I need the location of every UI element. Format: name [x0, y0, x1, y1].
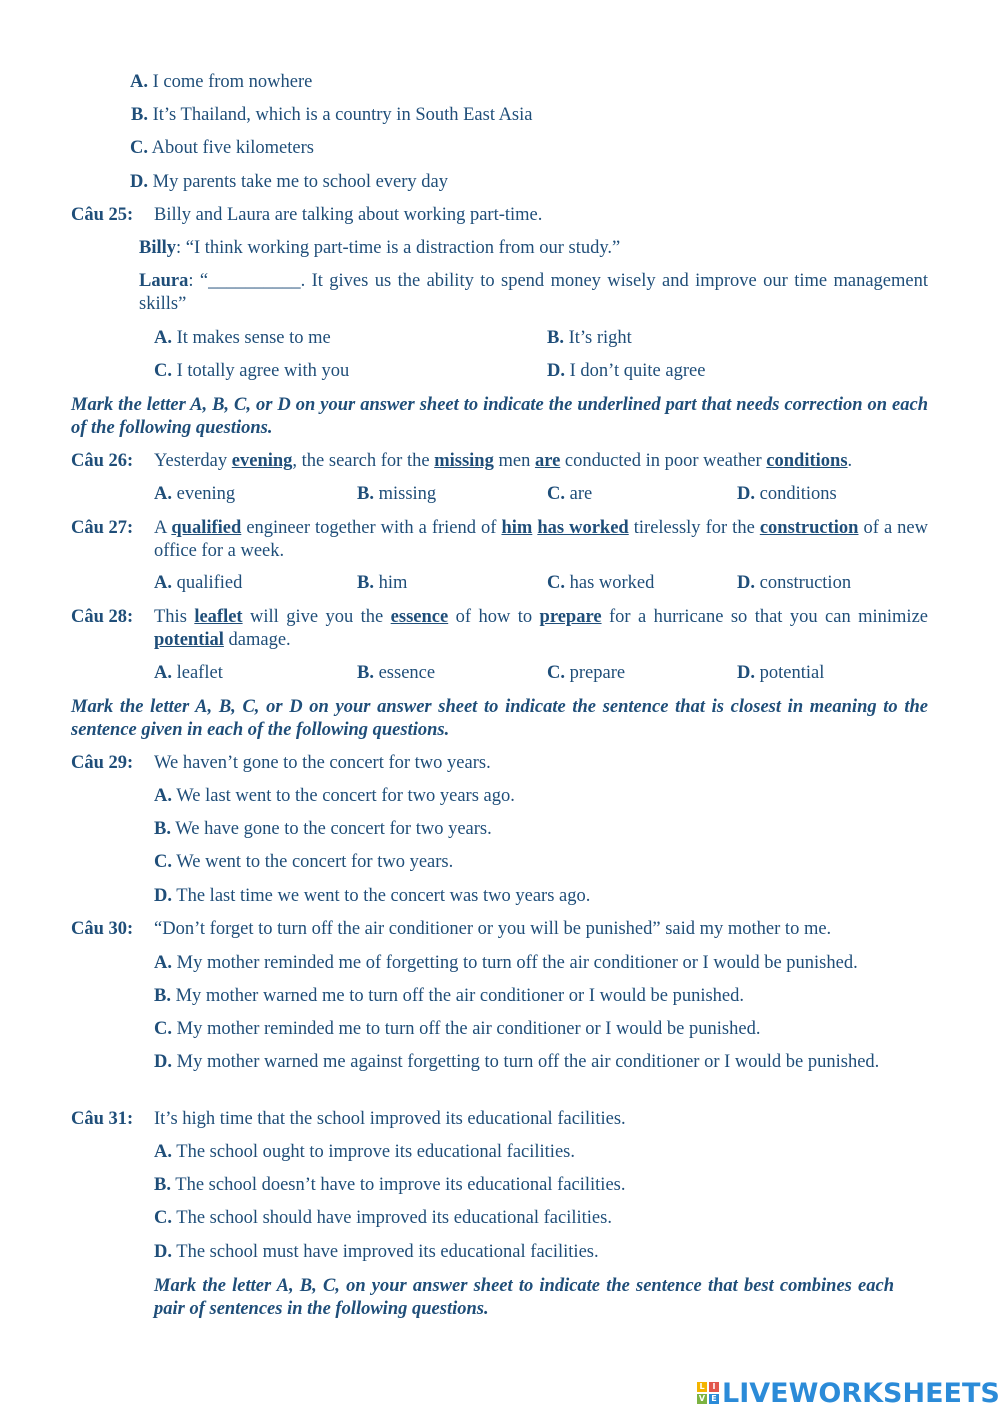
text-segment: will give you the — [242, 607, 391, 627]
underlined-part: him — [501, 518, 533, 538]
option-letter: D. — [154, 1242, 172, 1262]
q29-option-d[interactable] — [154, 885, 928, 908]
question-25 — [71, 204, 928, 227]
q25-options-row-1 — [154, 327, 928, 350]
option-text: The last time we went to the concert was two years ago. — [176, 886, 591, 906]
question-number: Câu 31: — [71, 1109, 134, 1129]
instruction-correction: Mark the letter A, B, C, or D on your answer sheet to indicate the underlined part that needs correction on each of the following questions. — [71, 395, 928, 438]
question-26 — [71, 450, 928, 473]
q29-option-a[interactable] — [154, 785, 928, 808]
q31-option-d[interactable] — [154, 1241, 928, 1264]
option-text: It’s Thailand, which is a country in South East Asia — [152, 105, 533, 125]
q26-options — [154, 483, 928, 506]
text-segment: of a new office for a week. — [154, 518, 929, 561]
option-letter: B. — [547, 328, 564, 348]
option-text: We last went to the concert for two years ago. — [176, 786, 515, 806]
logo-text: LIVEWORKSHEETS — [722, 1377, 1000, 1409]
text-segment: damage. — [223, 630, 291, 650]
underlined-part: qualified — [171, 518, 242, 538]
option-letter: B. — [154, 819, 171, 839]
option-letter: A. — [154, 328, 172, 348]
option-letter: A. — [154, 573, 172, 593]
speaker-name: Billy — [139, 238, 177, 258]
q26-option-d[interactable] — [737, 483, 837, 506]
option-letter: D. — [154, 886, 172, 906]
option-text: I don’t quite agree — [569, 361, 706, 381]
q29-option-b[interactable] — [154, 818, 928, 841]
logo-block: L — [697, 1382, 707, 1392]
underlined-part: are — [534, 451, 561, 471]
option-letter: C. — [547, 484, 565, 504]
q25-option-b[interactable] — [547, 327, 632, 350]
liveworksheets-logo — [697, 1378, 1000, 1408]
underlined-part: missing — [434, 451, 494, 471]
option-text: construction — [759, 573, 852, 593]
question-29 — [71, 752, 928, 775]
option-letter: C. — [154, 852, 172, 872]
question-number: Câu 29: — [71, 753, 134, 773]
question-text — [154, 606, 928, 652]
dialogue-billy — [139, 237, 928, 260]
option-text: My mother warned me to turn off the air conditioner or I would be punished. — [175, 986, 744, 1006]
question-28 — [71, 606, 928, 652]
underlined-part: prepare — [539, 607, 602, 627]
text-segment: A — [154, 518, 172, 538]
option-text: My mother reminded me to turn off the air conditioner or I would be punished. — [176, 1019, 761, 1039]
q30-option-d[interactable] — [154, 1051, 928, 1074]
underlined-part: leaflet — [194, 607, 243, 627]
q31-option-b[interactable] — [154, 1174, 928, 1197]
instruction-combine: Mark the letter A, B, C, on your answer sheet to indicate the sentence that best combines each pair of sentences in the following questions. — [154, 1276, 894, 1319]
q29-option-c[interactable] — [154, 851, 928, 874]
option-text: evening — [176, 484, 236, 504]
option-letter: D. — [130, 172, 148, 192]
option-text: I totally agree with you — [176, 361, 350, 381]
option-text: prepare — [569, 663, 626, 683]
option-text: It makes sense to me — [176, 328, 331, 348]
text-segment: men — [493, 451, 535, 471]
option-letter: B. — [154, 986, 171, 1006]
text-segment: . — [847, 451, 853, 471]
option-text: My parents take me to school every day — [152, 172, 449, 192]
option-letter: D. — [737, 484, 755, 504]
option-text: It’s right — [568, 328, 632, 348]
logo-block: I — [709, 1382, 719, 1392]
q28-option-b[interactable] — [357, 662, 435, 685]
option-text: essence — [378, 663, 436, 683]
logo-blocks-icon — [697, 1382, 719, 1404]
q24-option-b[interactable] — [131, 104, 533, 127]
text-segment: This — [154, 607, 195, 627]
option-text: My mother warned me against forgetting to turn off the air conditioner or I would be punished. — [176, 1052, 880, 1072]
q25-option-d[interactable] — [547, 360, 705, 383]
option-text: missing — [378, 484, 437, 504]
speaker-name: Laura — [139, 271, 189, 291]
underlined-part: construction — [759, 518, 859, 538]
option-letter: C. — [130, 138, 148, 158]
option-text: him — [378, 573, 408, 593]
q27-options — [154, 572, 928, 595]
question-31 — [71, 1108, 928, 1131]
option-text: The school must have improved its educational facilities. — [176, 1242, 599, 1262]
logo-block: V — [698, 1394, 706, 1403]
q27-option-b[interactable] — [357, 572, 407, 595]
question-text — [154, 450, 928, 473]
option-text: About five kilometers — [151, 138, 314, 158]
q30-option-a[interactable] — [154, 952, 928, 975]
question-number: Câu 30: — [71, 919, 134, 939]
option-letter: D. — [737, 663, 755, 683]
dialogue-laura — [139, 270, 928, 316]
option-letter: A. — [154, 786, 172, 806]
option-letter: D. — [737, 573, 755, 593]
option-letter: A. — [154, 663, 172, 683]
option-letter: C. — [547, 663, 565, 683]
option-letter: B. — [357, 573, 374, 593]
logo-block: E — [709, 1394, 719, 1404]
speaker-line: : “__________. It gives us the ability to spend money wisely and improve our time management skills” — [139, 271, 928, 314]
q28-option-c[interactable] — [547, 662, 625, 685]
question-number: Câu 25: — [71, 205, 134, 225]
option-text: has worked — [569, 573, 655, 593]
q25-option-c[interactable] — [154, 360, 349, 383]
text-segment: of how to — [448, 607, 540, 627]
q28-option-d[interactable] — [737, 662, 824, 685]
option-letter: C. — [154, 1019, 172, 1039]
q25-options-row-2 — [154, 360, 928, 383]
option-letter: B. — [154, 1175, 171, 1195]
question-text: “Don’t forget to turn off the air conditioner or you will be punished” said my mother to me. — [154, 919, 832, 939]
option-text: We went to the concert for two years. — [176, 852, 454, 872]
option-text: The school doesn’t have to improve its educational facilities. — [175, 1175, 626, 1195]
speaker-line: : “I think working part-time is a distraction from our study.” — [176, 238, 621, 258]
question-number: Câu 27: — [71, 518, 134, 538]
question-number: Câu 26: — [71, 451, 134, 471]
q30-option-b[interactable] — [154, 985, 928, 1008]
underlined-part: has worked — [537, 518, 629, 538]
q24-option-a[interactable] — [130, 71, 312, 94]
text-segment: engineer together with a friend of — [241, 518, 502, 538]
text-segment: tirelessly for the — [628, 518, 760, 538]
option-text: potential — [759, 663, 825, 683]
question-27 — [71, 517, 928, 563]
q26-option-a[interactable] — [154, 483, 235, 506]
option-letter: A. — [154, 953, 172, 973]
q28-option-a[interactable] — [154, 662, 223, 685]
option-letter: D. — [154, 1052, 172, 1072]
question-text: We haven’t gone to the concert for two years. — [154, 753, 491, 773]
option-letter: A. — [130, 72, 148, 92]
option-text: are — [569, 484, 593, 504]
option-text: qualified — [176, 573, 243, 593]
option-letter: B. — [357, 663, 374, 683]
q30-option-c[interactable] — [154, 1018, 928, 1041]
q26-option-c[interactable] — [547, 483, 592, 506]
option-text: conditions — [759, 484, 837, 504]
option-letter: A. — [154, 1142, 172, 1162]
question-text — [154, 517, 928, 563]
q28-options — [154, 662, 928, 685]
option-letter: A. — [154, 484, 172, 504]
text-segment: , the search for the — [292, 451, 435, 471]
option-text: The school should have improved its educational facilities. — [176, 1208, 612, 1228]
q27-option-c[interactable] — [547, 572, 654, 595]
option-letter: D. — [547, 361, 565, 381]
instruction-meaning: Mark the letter A, B, C, or D on your answer sheet to indicate the sentence that is closest in meaning to the sentence given in each of the following questions. — [71, 697, 928, 740]
text-segment: Yesterday — [154, 451, 232, 471]
q24-option-d[interactable] — [130, 171, 448, 194]
q27-option-d[interactable] — [737, 572, 851, 595]
question-text: Billy and Laura are talking about working part-time. — [154, 205, 543, 225]
question-30 — [71, 918, 928, 941]
underlined-part: evening — [231, 451, 293, 471]
underlined-part: potential — [154, 630, 224, 650]
option-text: leaflet — [176, 663, 223, 683]
option-text: We have gone to the concert for two years. — [175, 819, 492, 839]
option-letter: B. — [357, 484, 374, 504]
text-segment: for a hurricane so that you can minimize — [601, 607, 928, 627]
q26-option-b[interactable] — [357, 483, 436, 506]
q31-option-a[interactable] — [154, 1141, 928, 1164]
option-letter: B. — [131, 105, 148, 125]
option-text: The school ought to improve its educational facilities. — [176, 1142, 575, 1162]
underlined-part: essence — [390, 607, 449, 627]
q24-option-c[interactable] — [130, 137, 314, 160]
question-number: Câu 28: — [71, 607, 134, 627]
question-text: It’s high time that the school improved its educational facilities. — [154, 1109, 626, 1129]
option-text: My mother reminded me of forgetting to turn off the air conditioner or I would be punished. — [176, 953, 858, 973]
option-text: I come from nowhere — [152, 72, 313, 92]
option-letter: C. — [547, 573, 565, 593]
text-segment: conducted in poor weather — [560, 451, 767, 471]
option-letter: C. — [154, 361, 172, 381]
underlined-part: conditions — [766, 451, 848, 471]
q31-option-c[interactable] — [154, 1207, 928, 1230]
q25-option-a[interactable] — [154, 327, 331, 350]
q27-option-a[interactable] — [154, 572, 242, 595]
option-letter: C. — [154, 1208, 172, 1228]
